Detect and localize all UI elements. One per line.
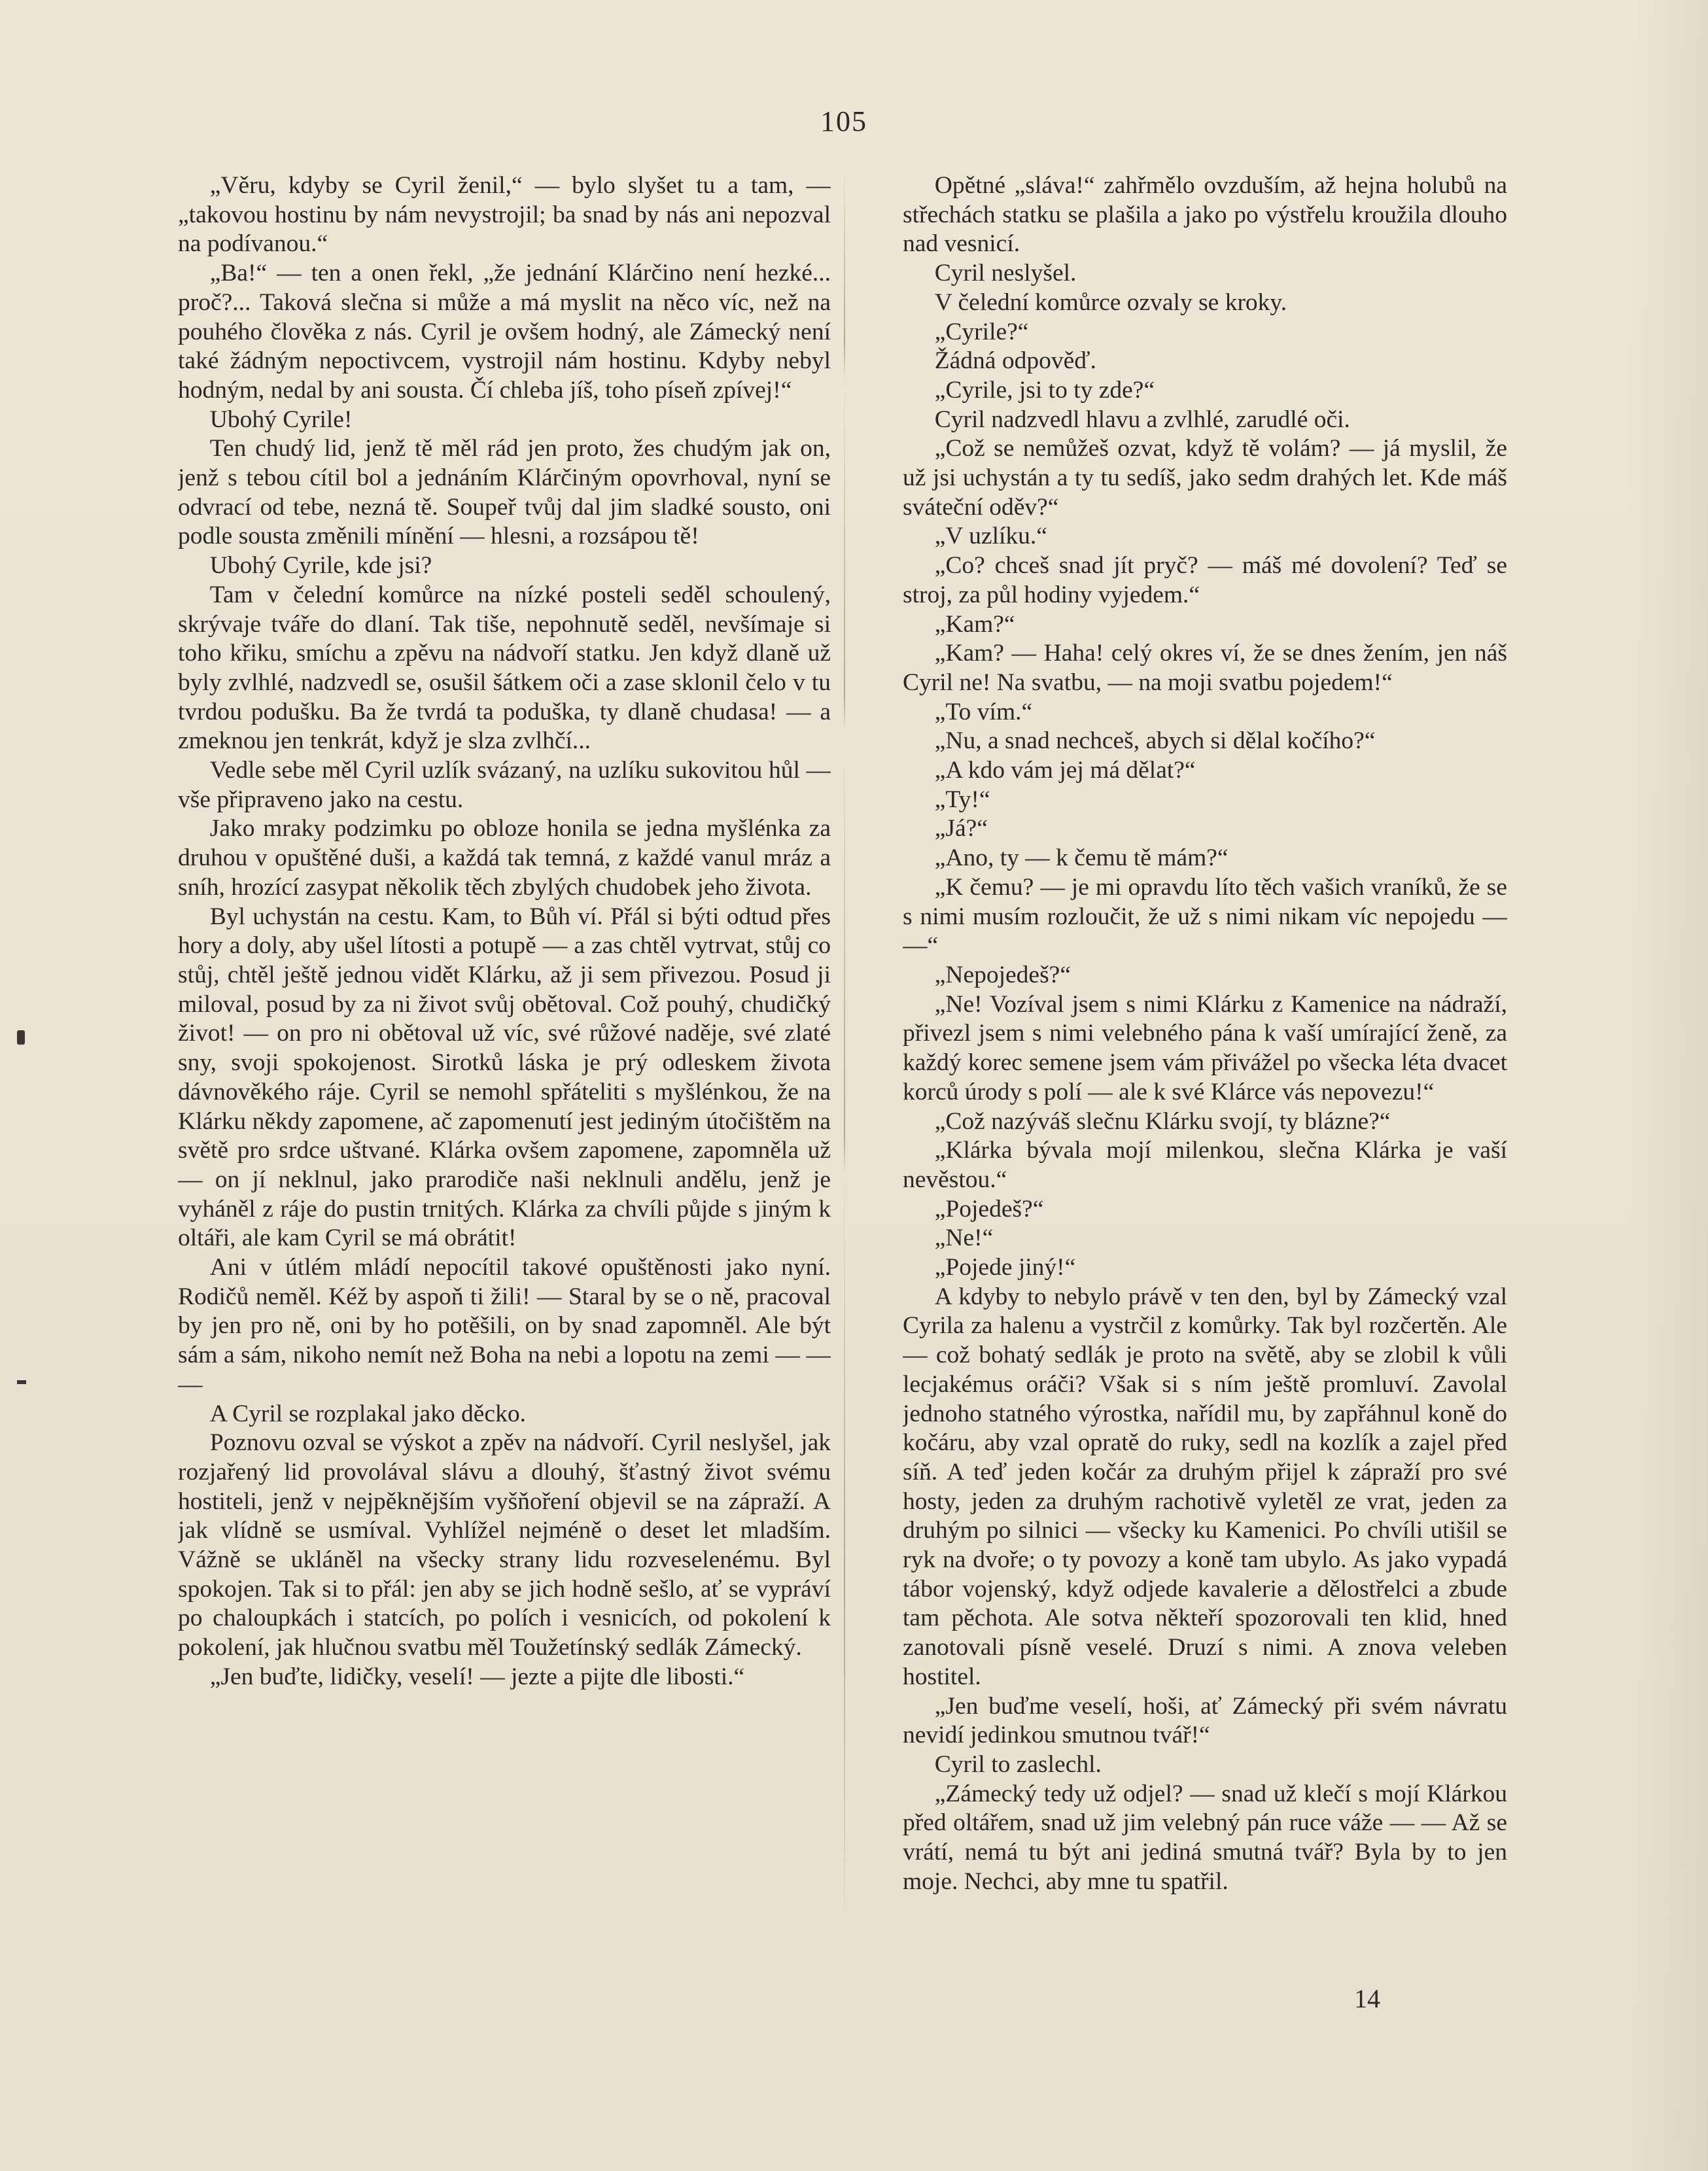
paragraph: V čelední komůrce ozvaly se kroky. bbox=[934, 288, 1287, 316]
paragraph: „Což se nemůžeš ozvat, když tě volám? — já myslil, že už jsi uchystán a ty tu sedíš, jako sedm drahých let. Kde máš sváteční oděv?“ bbox=[903, 435, 1507, 521]
page-number: 105 bbox=[820, 105, 867, 137]
paragraph: „To vím.“ bbox=[934, 698, 1033, 725]
paragraph: „Kam? — Haha! celý okres ví, že se dnes žením, jen náš Cyril ne! Na svatbu, — na moji svatbu pojedem!“ bbox=[903, 640, 1507, 696]
paragraph: „Já?“ bbox=[934, 815, 988, 842]
column-divider bbox=[844, 167, 845, 1933]
paragraph: „Pojedeš?“ bbox=[934, 1195, 1044, 1223]
paragraph: Ubohý Cyrile! bbox=[209, 406, 353, 433]
paragraph: „Ne!“ bbox=[934, 1224, 994, 1252]
paragraph: A Cyril se rozplakal jako děcko. bbox=[209, 1400, 526, 1427]
paragraph: „Cyrile?“ bbox=[934, 318, 1029, 345]
paragraph: „Nu, a snad nechceš, abych si dělal kočího?“ bbox=[934, 727, 1376, 755]
paragraph: Ani v útlém mládí nepocítil takové opuštěnosti jako nyní. Rodičů neměl. Kéž by aspoň ti žili! — Staral by se o ně, pracoval by jen pro ně, oni by ho potěšili, on by snad zapomněl. Ale být sám a sám, nikoho nemít než Boha na nebi a lopotu na zemi — — — bbox=[178, 1254, 831, 1398]
paragraph: Ubohý Cyrile, kde jsi? bbox=[209, 552, 432, 580]
paragraph: Vedle sebe měl Cyril uzlík svázaný, na uzlíku sukovitou hůl — vše připraveno jako na cestu. bbox=[178, 757, 831, 813]
paragraph: „K čemu? — je mi opravdu líto těch vašich vraníků, že se s nimi musím rozloučit, že už s nimi nikam víc nepojedu — —“ bbox=[903, 873, 1507, 960]
paragraph: „Ba!“ — ten a onen řekl, „že jednání Klárčino není hezké... proč?... Taková slečna si může a má myslit na něco víc, než na pouhého člověka z nás. Cyril je ovšem hodný, ale Zámecký není také žádným nepoctivcem, vystrojil nám hostinu. Kdyby nebyl hodným, nedal by ani sousta. Čí chleba jíš, toho píseň zpívej!“ bbox=[178, 260, 831, 404]
page-edge-shadow bbox=[1630, 0, 1708, 2171]
paragraph: Poznovu ozval se výskot a zpěv na nádvoří. Cyril neslyšel, jak rozjařený lid provolával slávu a dlouhý, šťastný život svému hostiteli, jenž v nejpěknějším vyšňoření objevil se na zápraží. A jak vlídně se usmíval. Vyhlížel nejméně o deset let mladším. Vážně se ukláněl na všecky strany lidu rozveselenému. Byl spokojen. Tak si to přál: jen aby se jich hodně sešlo, ať se vypráví po chaloupkách i statcích, po polích i vesnicích, od pokolení k pokolení, jak hlučnou svatbu měl Toužetínský sedlák Zámecký. bbox=[178, 1429, 831, 1661]
margin-mark bbox=[17, 1380, 26, 1384]
paragraph: „Co? chceš snad jít pryč? — máš mé dovolení? Teď se stroj, za půl hodiny vyjedem.“ bbox=[903, 552, 1507, 608]
paragraph: A kdyby to nebylo právě v ten den, byl by Zámecký vzal Cyrila za halenu a vystrčil z komůrky. Tak byl rozčertěn. Ale — což bohatý sedlák je proto na světě, aby se zlobil k vůli lecjakémus oráči? Však si s ním ještě promluví. Zavolal jednoho statného výrostka, nařídil mu, by zapřáhnul koně do kočáru, aby vzal opratě do ruky, sedl na kozlík a zajel před síň. A teď jeden kočár za druhým přijel k zápraží pro své hosty, jeden za druhým rachotivě vyletěl ze vrat, jeden za druhým po silnici — všecky ku Kamenici. Po chvíli utišil se ryk na dvoře; o ty povozy a koně tam ubylo. As jako vypadá tábor vojenský, když odjede kavalerie a dělostřelci a zbude tam pěchota. Ale sotva někteří spozorovali ten klid, hned zanotovali písně veselé. Druzí s nimi. A znova veleben hostitel. bbox=[903, 1283, 1507, 1690]
paragraph: „Kam?“ bbox=[934, 610, 1015, 638]
paragraph: Tam v čelední komůrce na nízké posteli seděl schoulený, skrývaje tváře do dlaní. Tak tiše, nepohnutě seděl, nevšímaje si toho křiku, smíchu a zpěvu na nádvoří statku. Jen když dlaně už byly zvlhlé, nadzvedl se, osušil šátkem oči a zase sklonil čelo v tu tvrdou podušku. Ba že tvrdá ta poduška, ty dlaně chudasa! — a zmeknou jen tenkrát, když je slza zvlhčí... bbox=[178, 581, 831, 755]
paragraph: Cyril to zaslechl. bbox=[934, 1750, 1102, 1778]
paragraph: Žádná odpověď. bbox=[934, 347, 1096, 375]
paragraph: „Což nazýváš slečnu Klárku svojí, ty blázne?“ bbox=[934, 1107, 1391, 1135]
paragraph: „Ne! Vozíval jsem s nimi Klárku z Kamenice na nádraží, přivezl jsem s nimi velebného pána k vaší umírající ženě, za každý korec semene jsem vám přivážel po všecka léta dvacet korců úrody s polí — ale k své Klárce vás nepovezu!“ bbox=[903, 990, 1507, 1105]
paragraph: „Ty!“ bbox=[934, 786, 990, 813]
paragraph: „Věru, kdyby se Cyril ženil,“ — bylo slyšet tu a tam, — „takovou hostinu by nám nevystrojil; ba snad by nás ani nepozval na podívanou.“ bbox=[178, 172, 831, 258]
paragraph: „Ano, ty — k čemu tě mám?“ bbox=[934, 844, 1229, 872]
sheet-signature: 14 bbox=[1354, 1984, 1380, 2013]
paragraph: „Cyrile, jsi to ty zde?“ bbox=[934, 376, 1155, 404]
paragraph: Jako mraky podzimku po obloze honila se jedna myšlénka za druhou v opuštěné duši, a každá tak temná, z každé vanul mráz a sníh, hrozící zasypat několik těch zbylých chudobek jeho života. bbox=[178, 815, 831, 901]
paragraph: Byl uchystán na cestu. Kam, to Bůh ví. Přál si býti odtud přes hory a doly, aby ušel lítosti a potupě — a zas chtěl vytrvat, stůj co stůj, chtěl ještě jednou vidět Klárku, až ji sem přivezou. Posud ji miloval, posud by za ni život svůj obětoval. Což pouhý, chudičký život! — on pro ni obětoval už víc, své růžové naděje, své zlaté sny, svoji spokojenost. Sirotků láska je prý odleskem života dávnověkého ráje. Cyril se nemohl spřáteliti s myšlénkou, že na Klárku někdy zapomene, ač zapomenutí jest jediným útočištěm na světě pro srdce uštvané. Klárka ovšem zapomene, zapomněla už — on jí neklnul, jako prarodiče naši neklnuli andělu, jenž je vyháněl z ráje do pustin trnitých. Klárka za chvíli půjde s jiným k oltáři, ale kam Cyril se má obrátit! bbox=[178, 903, 831, 1252]
paragraph: „Nepojedeš?“ bbox=[934, 961, 1071, 988]
paragraph: „Zámecký tedy už odjel? — snad už klečí s mojí Klárkou před oltářem, snad už jim velebný pán ruce váže — — Až se vrátí, nemá tu být ani jediná smutná tvář? Byla by to jen moje. Nechci, aby mne tu spatřil. bbox=[903, 1780, 1507, 1895]
margin-mark bbox=[17, 1030, 25, 1045]
paragraph: „Klárka bývala mojí milenkou, slečna Klárka je vaší nevěstou.“ bbox=[903, 1137, 1507, 1193]
right-text-column bbox=[903, 171, 1507, 2036]
paragraph: Cyril nadzvedl hlavu a zvlhlé, zarudlé oči. bbox=[934, 406, 1350, 433]
paragraph: Opětné „sláva!“ zahřmělo ovzduším, až hejna holubů na střechách statku se plašila a jako po výstřelu kroužila dlouho nad vesnicí. bbox=[903, 172, 1507, 258]
left-text-column bbox=[178, 171, 831, 2036]
paragraph: „A kdo vám jej má dělat?“ bbox=[934, 757, 1196, 784]
paragraph: „Jen buďte, lidičky, veselí! — jezte a pijte dle libosti.“ bbox=[209, 1663, 745, 1690]
paragraph: Ten chudý lid, jenž tě měl rád jen proto, žes chudým jak on, jenž s tebou cítil bol a jednáním Klárčiným opovrhoval, nyní se odvrací od tebe, nezná tě. Soupeř tvůj dal jim sladké sousto, oni podle sousta změnili mínění — hlesni, a rozsápou tě! bbox=[178, 435, 831, 550]
paragraph: „Jen buďme veselí, hoši, ať Zámecký při svém návratu nevidí jedinkou smutnou tvář!“ bbox=[903, 1692, 1507, 1749]
paragraph: Cyril neslyšel. bbox=[934, 260, 1077, 287]
paragraph: „Pojede jiný!“ bbox=[934, 1254, 1076, 1281]
paragraph: „V uzlíku.“ bbox=[934, 523, 1047, 550]
